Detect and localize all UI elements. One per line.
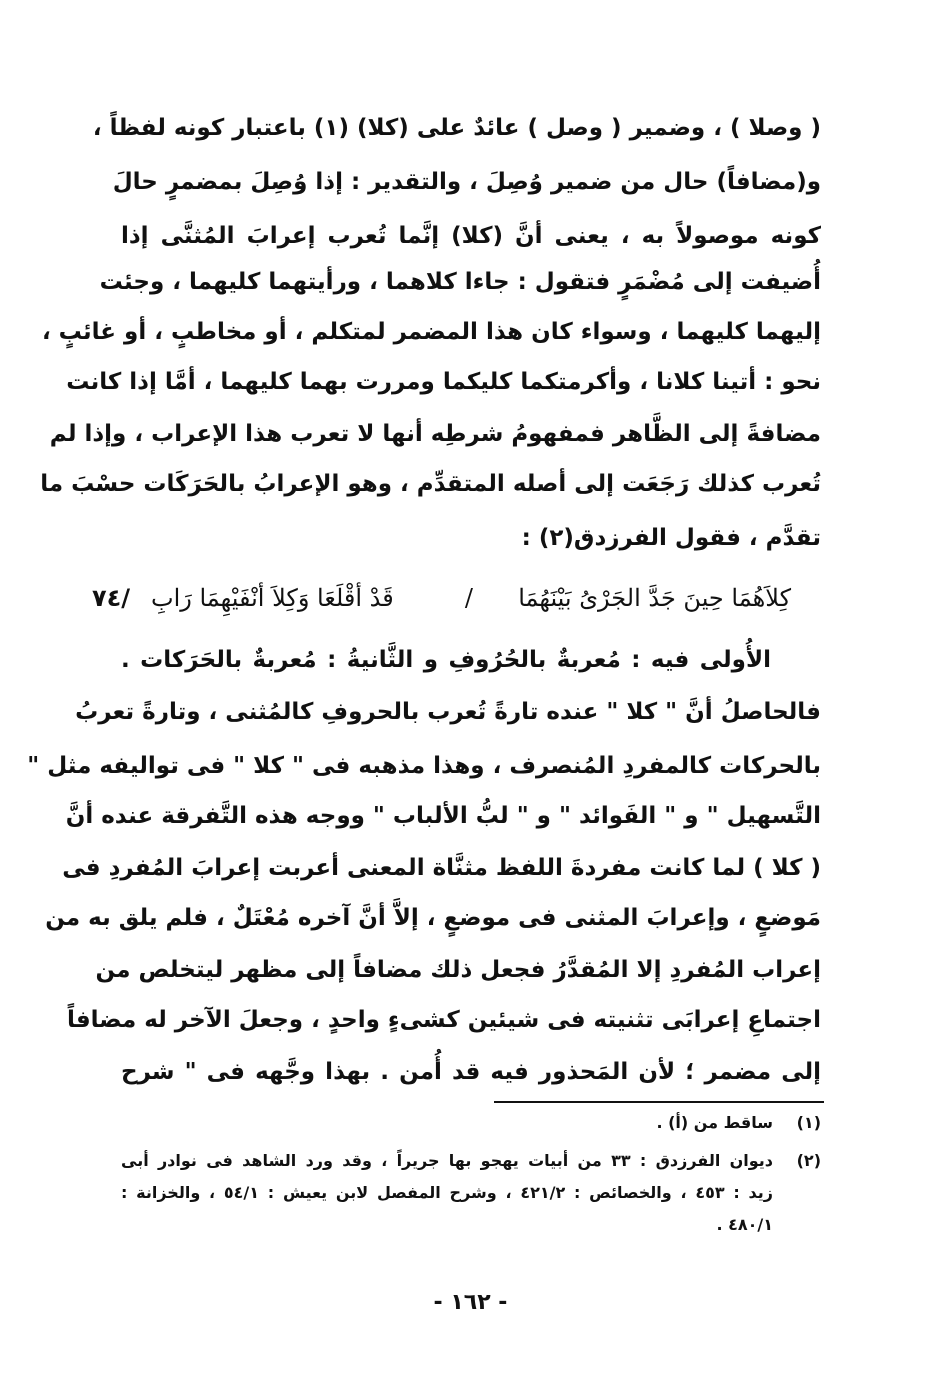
- footnote-1: [121, 1110, 821, 1136]
- footnote-2-line-3: ٤٨٠/١ .: [716, 1215, 773, 1234]
- body-line-9: تقدَّم ، فقول الفرزدق(٢) :: [521, 525, 821, 551]
- body-line-4: أُضيفت إلى مُضْمَرٍ فتقول : جاءا كلاهما ، ورأيتهما كليهما ، وجئت: [99, 269, 821, 295]
- body-line-1: ( وصلا ) ، وضمير ( وصل ) عائدٌ على (كلا) (١) باعتبار كونه لفظاً ،: [92, 115, 821, 141]
- footnote-2-number: (٢): [796, 1151, 821, 1170]
- footnote-2-line-1: ديوان الفرزدق : ٣٣ من أبيات يهجو بها جريراً ، وقد ورد الشاهد فى نوادر أبى: [121, 1151, 773, 1170]
- body-line-7: مضافةً إلى الظَّاهر فمفهومُ شرطِه أنها لا تعرب هذا الإعراب ، وإذا لم: [49, 421, 821, 447]
- footnote-separator: [494, 1101, 824, 1103]
- verse-number: /٧٤: [92, 584, 131, 612]
- body-line-3: كونه موصولاً به ، يعنى أنَّ (كلا) إنَّما تُعرب إعرابَ المُثنَّى إذا: [121, 223, 821, 249]
- verse-first-hemistich: كِلاَهُمَا حِينَ جَدَّ الجَرْىُ بَيْنَهُمَا: [518, 584, 791, 612]
- body-line-11: فالحاصلُ أنَّ " كلا " عنده تارةً تُعرب بالحروفِ كالمُثنى ، وتارةً تعربُ: [75, 699, 821, 725]
- body-line-13: التَّسهيل " و " الفَوائد " و " لبُّ الألباب " ووجه هذه التَّفرقة عنده أنَّ: [65, 803, 821, 829]
- body-line-6: نحو : أتينا كلانا ، وأكرمتكما كليكما ومررت بهما كليهما ، أمَّا إذا كانت: [66, 369, 821, 395]
- footnote-2-end: [121, 1212, 821, 1238]
- footnote-2-continued: [121, 1180, 821, 1206]
- body-line-14: ( كلا ) لما كانت مفردةَ اللفظ مثنَّاة المعنى أعربت إعرابَ المُفردِ فى: [62, 855, 821, 881]
- verse-separator: /: [464, 584, 473, 612]
- body-line-2: و(مضافاً) حال من ضمير وُصِلَ ، والتقدير : إذا وُصِلَ بمضمرٍ حالَ: [112, 169, 821, 195]
- poetry-verse: [151, 578, 791, 618]
- footnote-1-number: (١): [796, 1113, 821, 1132]
- body-line-16: إعراب المُفردِ إلا المُقدَّرُ فجعل ذلك مضافاً إلى مظهر ليتخلص من: [95, 957, 821, 983]
- body-line-5: إليهما كليهما ، وسواء كان هذا المضمر لمتكلم ، أو مخاطبٍ ، أو غائبٍ ،: [41, 319, 821, 345]
- footnote-2: [121, 1148, 821, 1174]
- verse-second-hemistich: قَدْ أقْلَعَا وَكِلاَ أنْفَيْهِمَا رَابِ: [151, 584, 394, 612]
- footnote-1-text: ساقط من (أ) .: [656, 1113, 773, 1132]
- footnote-2-line-2: زيد : ٤٥٣ ، والخصائص : ٤٢١/٢ ، وشرح المفصل لابن يعيش : ٥٤/١ ، والخزانة :: [121, 1183, 774, 1202]
- page-number: - ١٦٢ -: [433, 1290, 508, 1315]
- body-line-15: مَوضعٍ ، وإعرابَ المثنى فى موضعٍ ، إلاَّ أنَّ آخره مُعْتَلٌ ، فلم يلق به من: [45, 905, 821, 931]
- body-line-8: تُعرب كذلك رَجَعَت إلى أصله المتقدِّم ، وهو الإعرابُ بالحَرَكَات حسْبَ ما: [40, 471, 821, 497]
- body-line-18: إلى مضمر ؛ لأن المَحذور فيه قد أُمن . بهذا وجَّهه فى " شرح: [121, 1059, 821, 1085]
- body-line-10: الأُولى فيه : مُعربةٌ بالحُرُوفِ و الثَّانيةُ : مُعربةٌ بالحَرَكات .: [121, 647, 771, 673]
- body-line-17: اجتماعِ إعرابَى تثنيته فى شيئين كشىءٍ واحدٍ ، وجعلَ الآخر له مضافاً: [66, 1007, 821, 1033]
- body-line-12: بالحركات كالمفردِ المُنصرف ، وهذا مذهبه فى " كلا " فى تواليفه مثل ": [27, 753, 821, 779]
